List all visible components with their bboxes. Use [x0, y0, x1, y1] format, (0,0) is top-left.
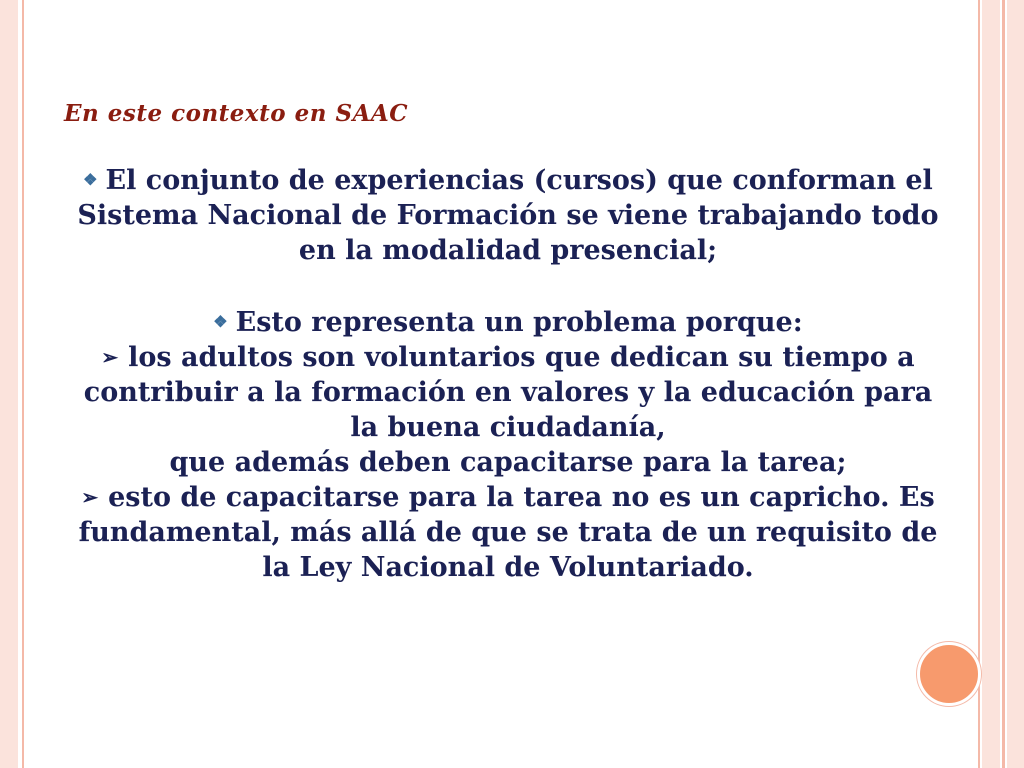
- bullet-1-text: El conjunto de experiencias (cursos) que conforman el: [105, 165, 933, 196]
- diamond-bullet-icon: ❖: [83, 170, 98, 189]
- bullet-2: [68, 304, 948, 340]
- sub-bullet-1-continuation: que además deben capacitarse para la tarea;: [169, 447, 847, 478]
- left-border-band: [0, 0, 18, 768]
- sub-bullet-1: [68, 340, 948, 445]
- left-decorative-border: [0, 0, 40, 768]
- right-border-band-outer: [1007, 0, 1024, 768]
- spacer: [68, 268, 948, 304]
- sub-bullet-2: [68, 480, 948, 585]
- left-border-rule: [22, 0, 24, 768]
- arrow-bullet-icon: ➢: [81, 485, 99, 509]
- bullet-1-continuation: Sistema Nacional de Formación se viene trabajando todo en la modalidad presencial;: [77, 200, 939, 266]
- sub-bullet-1-text: los adultos son voluntarios que dedican su tiempo a contribuir a la formación en valores y la educación para la buena ciudadanía,: [83, 342, 933, 443]
- right-border-rule-inner: [978, 0, 980, 768]
- right-decorative-border: [966, 0, 1024, 768]
- bullet-1: [68, 162, 948, 198]
- arrow-bullet-icon: ➢: [101, 345, 119, 369]
- slide-body: [68, 162, 948, 585]
- slide-title: En este contexto en SAAC: [64, 100, 409, 127]
- diamond-bullet-icon: ❖: [213, 312, 228, 331]
- bullet-2-text: Esto representa un problema porque:: [235, 307, 803, 338]
- decorative-circle: [917, 642, 981, 706]
- sub-bullet-2-text: esto de capacitarse para la tarea no es un capricho. Es fundamental, más allá de que se trata de un requisito de la Ley Nacional de Voluntariado.: [78, 482, 938, 583]
- right-border-rule-outer: [1002, 0, 1005, 768]
- right-border-band-inner: [982, 0, 1000, 768]
